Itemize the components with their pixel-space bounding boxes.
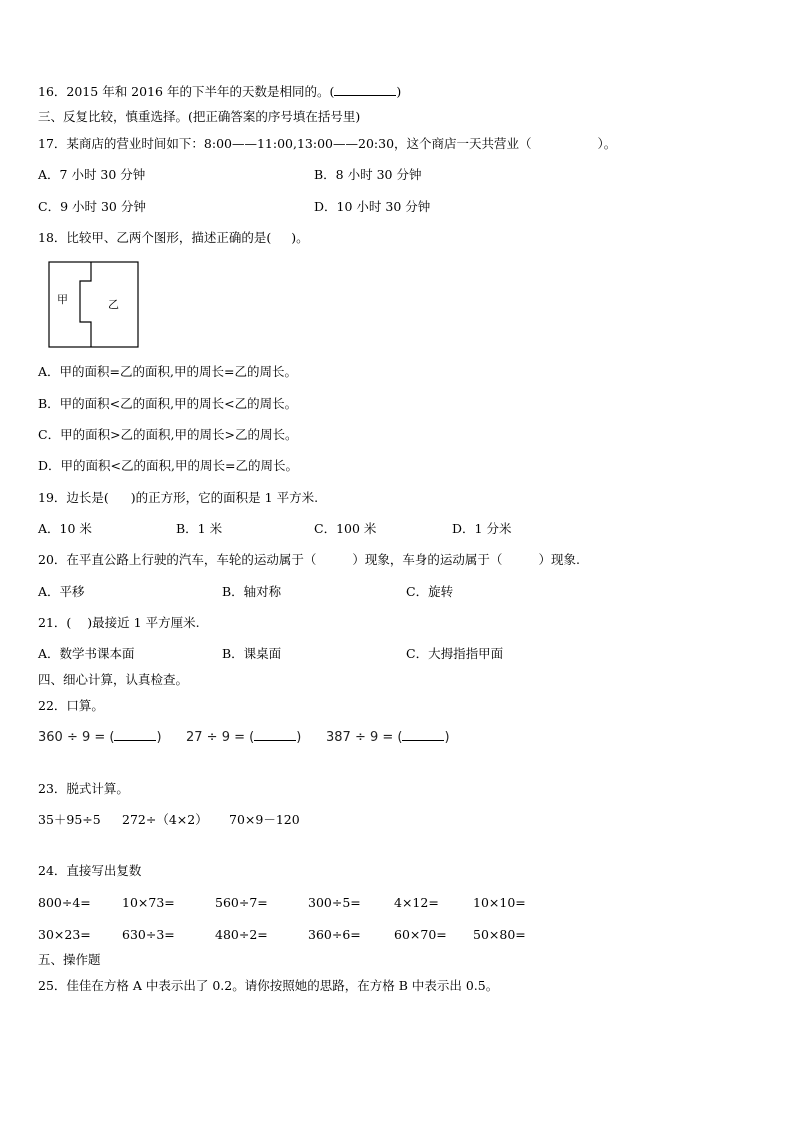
answer-blank[interactable] bbox=[402, 728, 444, 741]
q17-option-a[interactable]: A．7 小时 30 分钟 bbox=[38, 167, 146, 182]
question-18-close: )。 bbox=[291, 230, 309, 245]
direct-calc-item: 10×10= bbox=[473, 895, 526, 910]
oral-calc-close: ) bbox=[156, 730, 162, 745]
q17-option-c[interactable]: C．9 小时 30 分钟 bbox=[38, 199, 146, 214]
answer-blank[interactable] bbox=[254, 728, 296, 741]
question-20-text-b: ）现象，车身的运动属于（ bbox=[352, 552, 503, 567]
question-16-text: 16．2015 年和 2016 年的下半年的天数是相同的。( bbox=[38, 84, 335, 99]
direct-calc-item: 480÷2= bbox=[215, 927, 268, 942]
q19-option-c[interactable]: C．100 米 bbox=[314, 521, 377, 536]
q19-option-d[interactable]: D．1 分米 bbox=[452, 521, 512, 536]
shape-comparison-figure bbox=[48, 261, 140, 349]
direct-calc-item: 630÷3= bbox=[122, 927, 175, 942]
question-20-stem bbox=[38, 552, 580, 568]
direct-calc-item: 50×80= bbox=[473, 927, 526, 942]
direct-calc-item: 800÷4= bbox=[38, 895, 91, 910]
shape-jia-label: 甲 bbox=[57, 293, 68, 306]
question-20-text-a: 20．在平直公路上行驶的汽车，车轮的运动属于（ bbox=[38, 552, 317, 567]
q19-option-b[interactable]: B．1 米 bbox=[176, 521, 223, 536]
direct-calc-item: 60×70= bbox=[394, 927, 447, 942]
question-19-tail: )的正方形，它的面积是 1 平方米. bbox=[130, 490, 319, 505]
question-23-title: 23．脱式计算。 bbox=[38, 781, 129, 796]
question-24-title: 24．直接写出复数 bbox=[38, 863, 142, 878]
q21-option-b[interactable]: B．课桌面 bbox=[222, 646, 282, 661]
stepwise-calc-item-2: 272÷（4×2） bbox=[122, 812, 208, 827]
question-21-text-b: )最接近 1 平方厘米. bbox=[87, 615, 200, 630]
stepwise-calc-item-3: 70×9－120 bbox=[229, 812, 300, 827]
question-17-text: 17．某商店的营业时间如下：8:00——11:00,13:00——20:30，这个商店一天共营业（ bbox=[38, 136, 532, 151]
section-5-heading: 五、操作题 bbox=[38, 952, 101, 967]
oral-calc-item-3 bbox=[326, 728, 450, 745]
question-25: 25．佳佳在方格 A 中表示出了 0.2。请你按照她的思路，在方格 B 中表示出 0.5。 bbox=[38, 978, 499, 993]
answer-blank[interactable] bbox=[334, 83, 396, 96]
question-16-close: ) bbox=[396, 84, 402, 99]
question-21-text-a: 21．( bbox=[38, 615, 72, 630]
q18-option-d[interactable]: D．甲的面积<乙的面积,甲的周长=乙的周长。 bbox=[38, 458, 298, 473]
question-18-text: 18．比较甲、乙两个图形，描述正确的是( bbox=[38, 230, 272, 245]
question-19-stem bbox=[38, 490, 318, 506]
shape-yi-label: 乙 bbox=[108, 298, 119, 311]
direct-calc-item: 4×12= bbox=[394, 895, 439, 910]
question-17-close: ）。 bbox=[597, 136, 617, 151]
q20-option-b[interactable]: B．轴对称 bbox=[222, 584, 282, 599]
question-16 bbox=[38, 83, 401, 100]
question-18-stem bbox=[38, 230, 309, 246]
direct-calc-item: 300÷5= bbox=[308, 895, 361, 910]
direct-calc-item: 560÷7= bbox=[215, 895, 268, 910]
question-17-stem bbox=[38, 136, 616, 152]
answer-blank[interactable] bbox=[114, 728, 156, 741]
q17-option-b[interactable]: B．8 小时 30 分钟 bbox=[314, 167, 422, 182]
direct-calc-item: 360÷6= bbox=[308, 927, 361, 942]
question-21-stem bbox=[38, 615, 200, 631]
question-22-title: 22．口算。 bbox=[38, 698, 104, 713]
q20-option-c[interactable]: C．旋转 bbox=[406, 584, 454, 599]
question-20-text-c: ）现象. bbox=[538, 552, 580, 567]
q21-option-c[interactable]: C．大拇指指甲面 bbox=[406, 646, 504, 661]
q19-option-a[interactable]: A．10 米 bbox=[38, 521, 92, 536]
section-3-heading: 三、反复比较，慎重选择。(把正确答案的序号填在括号里) bbox=[38, 109, 361, 124]
stepwise-calc-item-1: 35＋95÷5 bbox=[38, 812, 101, 827]
q17-option-d[interactable]: D．10 小时 30 分钟 bbox=[314, 199, 431, 214]
question-19-text: 19．边长是( bbox=[38, 490, 109, 505]
q20-option-a[interactable]: A．平移 bbox=[38, 584, 85, 599]
q18-option-b[interactable]: B．甲的面积<乙的面积,甲的周长<乙的周长。 bbox=[38, 396, 298, 411]
oral-calc-item-1 bbox=[38, 728, 162, 745]
direct-calc-item: 30×23= bbox=[38, 927, 91, 942]
direct-calc-item: 10×73= bbox=[122, 895, 175, 910]
section-4-heading: 四、细心计算，认真检查。 bbox=[38, 672, 189, 687]
divider-line bbox=[80, 262, 91, 347]
oral-calc-expr: 360 ÷ 9 = ( bbox=[38, 730, 115, 745]
oral-calc-item-2 bbox=[186, 728, 301, 745]
oral-calc-expr: 27 ÷ 9 = ( bbox=[186, 730, 255, 745]
q18-option-a[interactable]: A．甲的面积=乙的面积,甲的周长=乙的周长。 bbox=[38, 364, 297, 379]
oral-calc-expr: 387 ÷ 9 = ( bbox=[326, 730, 403, 745]
oral-calc-close: ) bbox=[296, 730, 302, 745]
oral-calc-close: ) bbox=[444, 730, 450, 745]
q21-option-a[interactable]: A．数学书课本面 bbox=[38, 646, 135, 661]
q18-option-c[interactable]: C．甲的面积>乙的面积,甲的周长>乙的周长。 bbox=[38, 427, 298, 442]
